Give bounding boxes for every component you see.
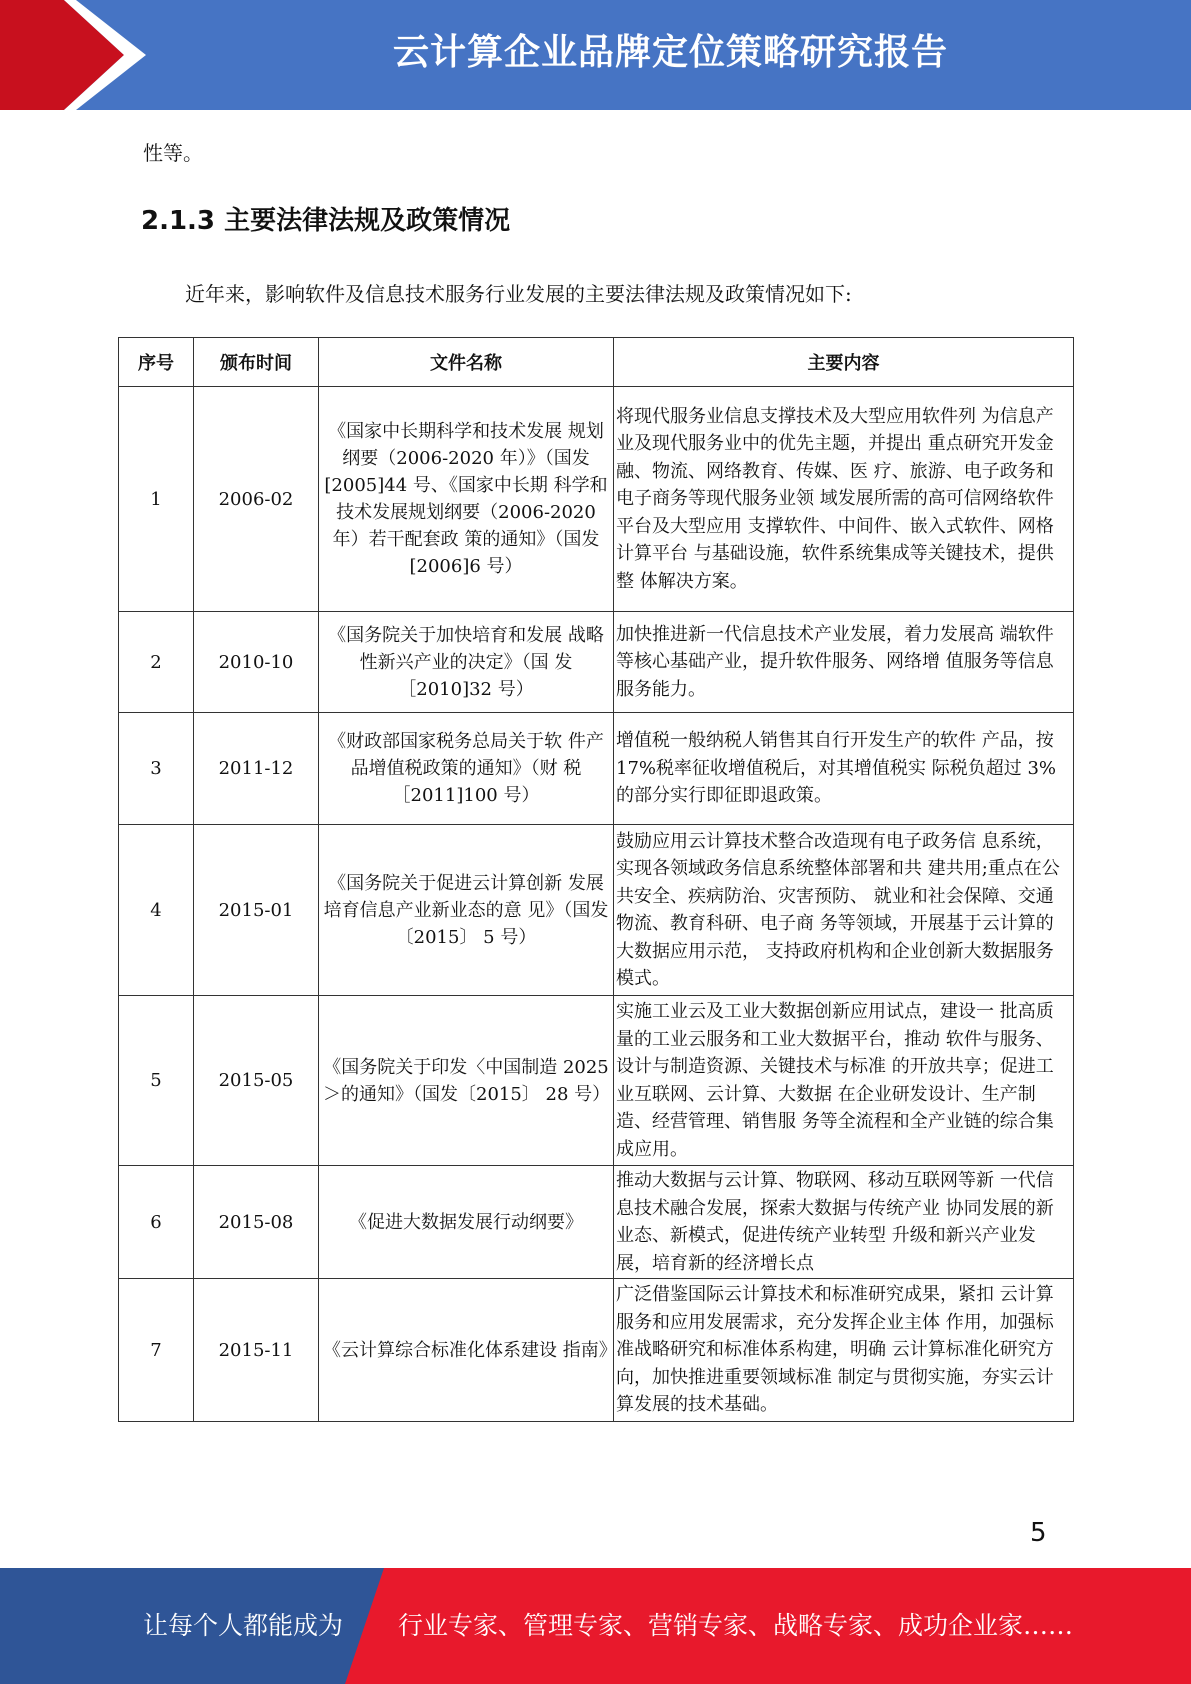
row-date: 2015-01 (194, 825, 319, 996)
row-number: 2 (119, 612, 194, 713)
table-row (119, 387, 1074, 612)
row-document-name: 《国务院关于印发〈中国制造 2025＞的通知》（国发〔2015〕 28 号） (319, 996, 614, 1166)
row-main-content: 鼓励应用云计算技术整合改造现有电子政务信 息系统，实现各领域政务信息系统整体部署和共 建共用;重点在公共安全、疾病防治、灾害预防、 就业和社会保障、交通物流、教育科研、电子商 务等领域，开展基于云计算的大数据应用示范， 支持政府机构和企业创新大数据服务模式。 (614, 825, 1074, 996)
row-document-name: 《国务院关于加快培育和发展 战略性新兴产业的决定》（国 发［2010]32 号） (319, 612, 614, 713)
table-row (119, 713, 1074, 825)
header-cell-main-content: 主要内容 (614, 338, 1074, 387)
table-row (119, 996, 1074, 1166)
row-document-name: 《促进大数据发展行动纲要》 (319, 1166, 614, 1279)
page-footer (0, 1568, 1191, 1684)
section-heading: 2.1.3 主要法律法规及政策情况 (141, 206, 511, 236)
intro-paragraph: 近年来，影响软件及信息技术服务行业发展的主要法律法规及政策情况如下: (185, 282, 852, 306)
header-cell-number: 序号 (119, 338, 194, 387)
row-main-content: 加快推进新一代信息技术产业发展，着力发展高 端软件等核心基础产业，提升软件服务、网络增 值服务等信息服务能力。 (614, 612, 1074, 713)
header-cell-document-name: 文件名称 (319, 338, 614, 387)
table-row (119, 612, 1074, 713)
row-date: 2011-12 (194, 713, 319, 825)
footer-slogan-left: 让每个人都能成为 (143, 1611, 344, 1640)
row-date: 2015-11 (194, 1279, 319, 1422)
row-date: 2015-05 (194, 996, 319, 1166)
row-number: 5 (119, 996, 194, 1166)
row-number: 7 (119, 1279, 194, 1422)
row-date: 2006-02 (194, 387, 319, 612)
header-cell-date: 颁布时间 (194, 338, 319, 387)
row-document-name: 《财政部国家税务总局关于软 件产品增值税政策的通知》（财 税［2011]100 号） (319, 713, 614, 825)
row-number: 3 (119, 713, 194, 825)
row-number: 4 (119, 825, 194, 996)
table-row (119, 1279, 1074, 1422)
report-title: 云计算企业品牌定位策略研究报告 (392, 32, 948, 73)
page-number: 5 (1030, 1518, 1047, 1548)
row-date: 2010-10 (194, 612, 319, 713)
row-number: 6 (119, 1166, 194, 1279)
header-red-arrow-decoration (0, 0, 160, 110)
page-header (0, 0, 1191, 110)
table-header-row (119, 338, 1074, 387)
row-main-content: 将现代服务业信息支撑技术及大型应用软件列 为信息产业及现代服务业中的优先主题，并提出 重点研究开发金融、物流、网络教育、传媒、医 疗、旅游、电子政务和电子商务等现代服务业领 域发展所需的高可信网络软件平台及大型应用 支撑软件、中间件、嵌入式软件、网格计算平台 与基础设施，软件系统集成等关键技术，提供整 体解决方案。 (614, 387, 1074, 612)
row-main-content: 实施工业云及工业大数据创新应用试点，建设一 批高质量的工业云服务和工业大数据平台，推动 软件与服务、设计与制造资源、关键技术与标准 的开放共享；促进工业互联网、云计算、大数据 在企业研发设计、生产制造、经营管理、销售服 务等全流程和全产业链的综合集成应用。 (614, 996, 1074, 1166)
row-document-name: 《国家中长期科学和技术发展 规划纲要（2006-2020 年）》（国发[2005]44 号、《国家中长期 科学和技术发展规划纲要（2006-2020 年）若干配套政 策的通知》（国发[2006]6 号） (319, 387, 614, 612)
policy-table (118, 337, 1074, 1422)
row-main-content: 增值税一般纳税人销售其自行开发生产的软件 产品，按 17%税率征收增值税后，对其增值税实 际税负超过 3%的部分实行即征即退政策。 (614, 713, 1074, 825)
row-number: 1 (119, 387, 194, 612)
row-date: 2015-08 (194, 1166, 319, 1279)
row-document-name: 《国务院关于促进云计算创新 发展培育信息产业新业态的意 见》（国发〔2015〕 5 号） (319, 825, 614, 996)
row-main-content: 推动大数据与云计算、物联网、移动互联网等新 一代信息技术融合发展，探索大数据与传统产业 协同发展的新业态、新模式，促进传统产业转型 升级和新兴产业发展，培育新的经济增长点 (614, 1166, 1074, 1279)
row-main-content: 广泛借鉴国际云计算技术和标准研究成果，紧扣 云计算服务和应用发展需求，充分发挥企业主体 作用，加强标准战略研究和标准体系构建，明确 云计算标准化研究方向，加快推进重要领域标准 制定与贯彻实施，夯实云计算发展的技术基础。 (614, 1279, 1074, 1422)
row-document-name: 《云计算综合标准化体系建设 指南》 (319, 1279, 614, 1422)
table-row (119, 1166, 1074, 1279)
continuation-text: 性等。 (143, 141, 203, 165)
footer-slogan-right: 行业专家、管理专家、营销专家、战略专家、成功企业家…… (398, 1611, 1074, 1640)
table-row (119, 825, 1074, 996)
